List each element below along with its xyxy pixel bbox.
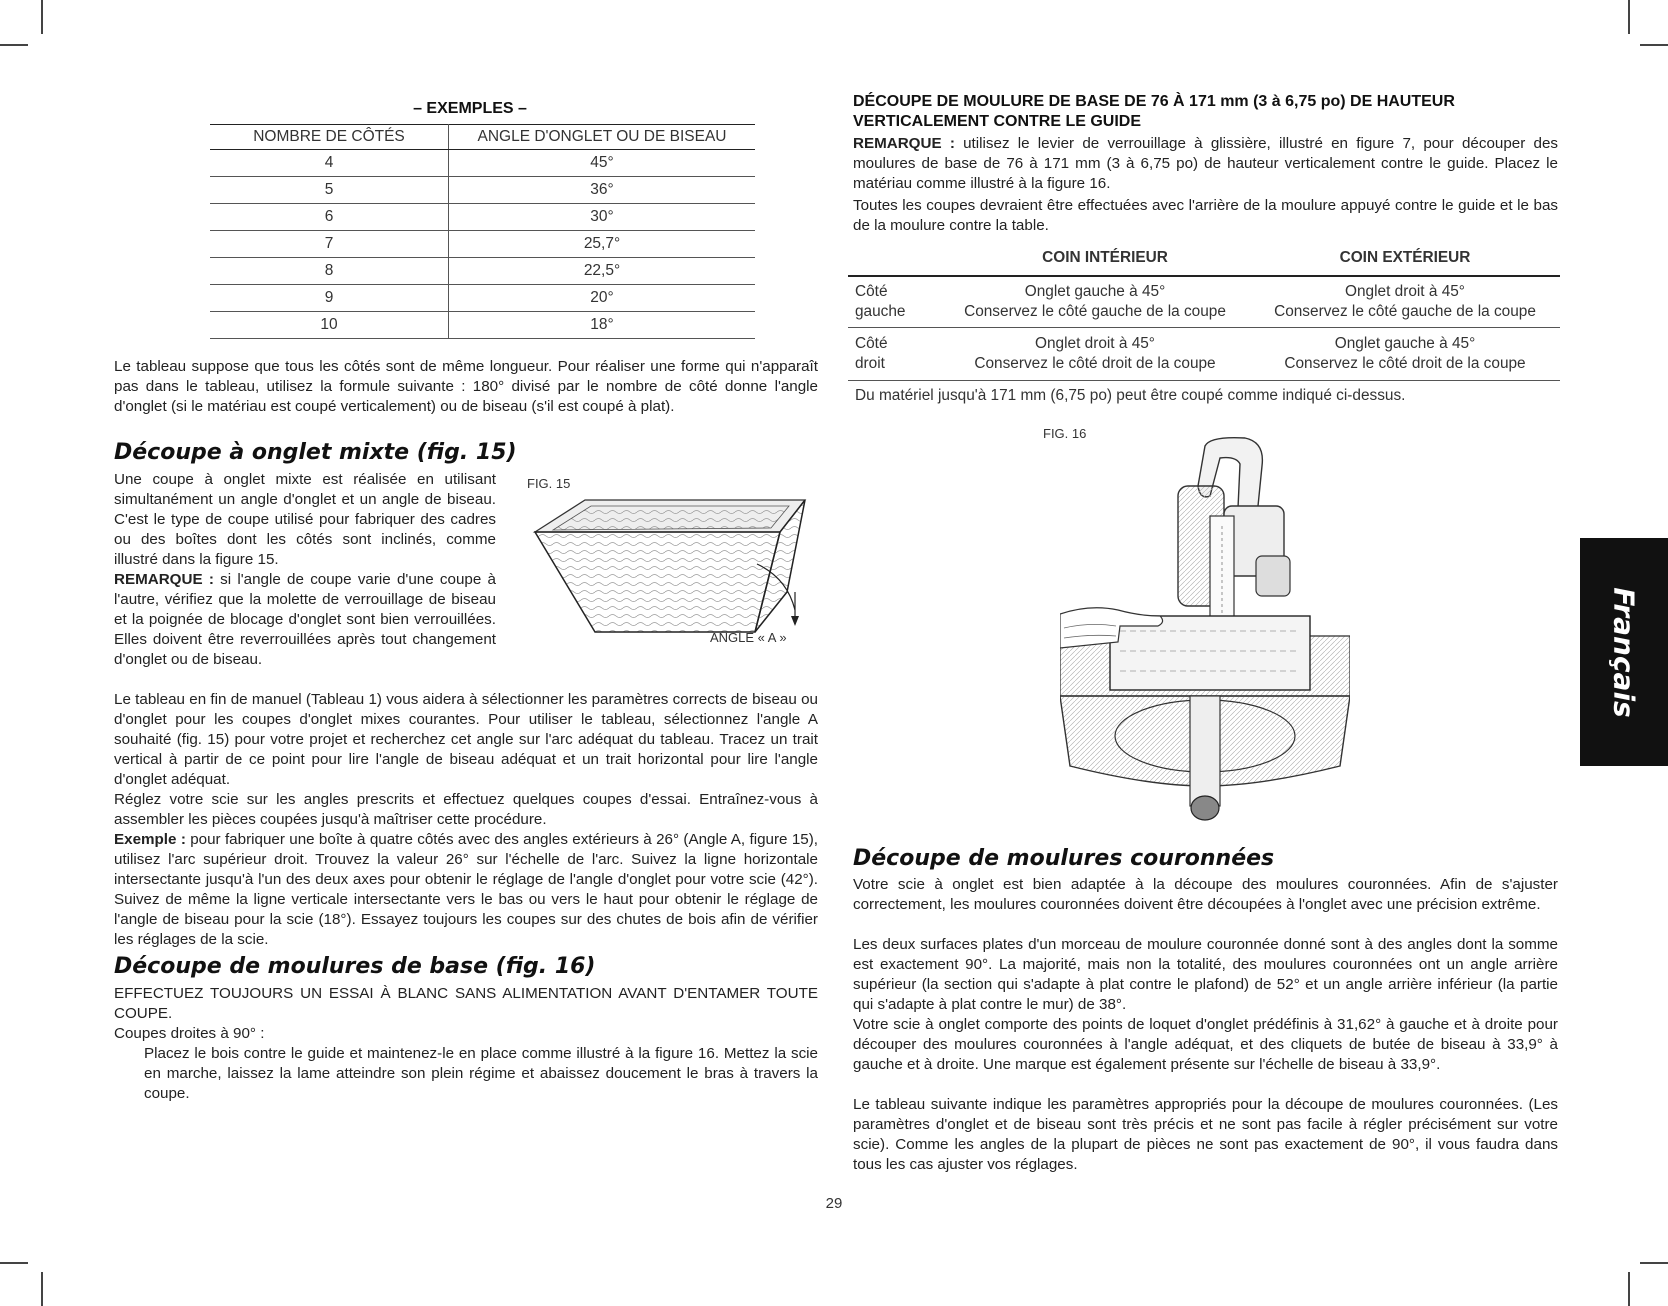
fig16-label: FIG. 16	[1043, 426, 1087, 441]
cell-line: Conservez le côté gauche de la coupe	[964, 303, 1226, 320]
corner-row1-side	[855, 282, 906, 322]
fig15-angle-label: ANGLE « A »	[710, 630, 787, 645]
remarque-label: REMARQUE :	[853, 135, 955, 152]
cell-angle: 30°	[449, 204, 756, 231]
cell-line: Conservez le côté gauche de la coupe	[1274, 303, 1536, 320]
table-note: Le tableau suppose que tous les côtés sont de même longueur. Pour réaliser une forme qui n'apparaît pas dans le tableau, utilisez la formule suivante : 180° divisé par le nombre de côté donne l'angle d'onglet (si le matériau est coupé verticalement) ou de biseau (s'il est coupé à plat).	[114, 358, 818, 415]
cell-sides: 10	[210, 312, 449, 339]
cell-angle: 36°	[449, 177, 756, 204]
cell-angle: 18°	[449, 312, 756, 339]
corner-row2-interior	[945, 334, 1245, 374]
cell-line: Onglet droit à 45°	[1345, 283, 1465, 300]
cell-sides: 6	[210, 204, 449, 231]
corner-header-interior: COIN INTÉRIEUR	[1042, 249, 1168, 266]
crop-mark	[1640, 44, 1668, 46]
language-tab-label: Français	[1607, 586, 1641, 718]
section-title-vertical-base-molding: DÉCOUPE DE MOULURE DE BASE DE 76 À 171 mm (3 à 6,75 po) DE HAUTEUR VERTICALEMENT CONTRE LE GUIDE	[853, 93, 1455, 130]
crown-molding-p2: Les deux surfaces plates d'un morceau de moulure couronnée donné sont à des angles dont la somme est exactement 90°. La majorité, mais non la totalité, des moulures couronnées ont un angle arrière supérieur (la section qui s'adapte à plat contre le plafond) de 52° et un angle arrière inférieur (la partie qui s'adapte à plat contre le mur) de 38°.	[853, 936, 1558, 1013]
base-molding-warning: EFFECTUEZ TOUJOURS UN ESSAI À BLANC SANS ALIMENTATION AVANT D'ENTAMER TOUTE COUPE.	[114, 985, 818, 1022]
compound-miter-remarque	[114, 570, 496, 670]
cell-line: Onglet gauche à 45°	[1024, 283, 1166, 300]
crop-mark	[1628, 0, 1630, 34]
base-molding-instructions: Placez le bois contre le guide et maintenez-le en place comme illustré à la figure 16. Mettez la scie en marche, laissez la lame atteindre son plein régime et abaissez doucement le bras à travers la coupe.	[144, 1045, 818, 1102]
section-title-compound-miter: Découpe à onglet mixte (fig. 15)	[114, 440, 517, 465]
compound-miter-practice: Réglez votre scie sur les angles prescrits et effectuez quelques coupes d'essai. Entraînez-vous à assembler les pièces coupées jusqu'à maîtriser cette procédure.	[114, 791, 818, 828]
side-word: Côté	[855, 335, 888, 352]
corner-table-rule	[848, 275, 1560, 277]
corner-table-rule	[848, 327, 1560, 328]
cell-line: Onglet droit à 45°	[1035, 335, 1155, 352]
cell-line: Conservez le côté droit de la coupe	[1284, 355, 1526, 372]
table-row	[210, 258, 755, 285]
table-row	[210, 231, 755, 258]
crop-mark	[41, 0, 43, 34]
cell-angle: 20°	[449, 285, 756, 312]
cell-angle: 45°	[449, 150, 756, 177]
vertical-base-molding-p2: Toutes les coupes devraient être effectuées avec l'arrière de la moulure appuyé contre le guide et le bas de la moulure contre la table.	[853, 197, 1558, 234]
side-word: droit	[855, 355, 885, 372]
side-word: gauche	[855, 303, 906, 320]
language-side-tab	[1580, 538, 1668, 766]
corner-row1-interior	[945, 282, 1245, 322]
exemple-text: pour fabriquer une boîte à quatre côtés avec des angles extérieurs à 26° (Angle A, figure 15), utilisez l'arc supérieur droit. Trouvez la valeur 26° sur l'échelle de l'arc. Suivez la ligne horizontale intersectante jusqu'à l'un des deux axes pour obtenir le réglage de l'angle d'onglet pour votre scie (42°). Suivez de même la ligne verticale intersectante vers le bas ou vers le haut pour obtenir le réglage de l'angle de biseau pour la scie (18°). Essayez toujours les coupes sur des chutes de bois afin de vérifier les réglages de la scie.	[114, 831, 818, 948]
crop-mark	[1640, 1262, 1668, 1264]
examples-table	[210, 124, 755, 339]
remarque-label: REMARQUE :	[114, 571, 214, 588]
table-row	[210, 285, 755, 312]
cell-sides: 7	[210, 231, 449, 258]
page-number: 29	[825, 1195, 843, 1212]
cell-line: Onglet gauche à 45°	[1334, 335, 1476, 352]
corner-row2-exterior	[1255, 334, 1555, 374]
fig16-miter-saw-illustration	[1060, 436, 1350, 826]
corner-row2-side	[855, 334, 888, 374]
cell-sides: 5	[210, 177, 449, 204]
table-row	[210, 177, 755, 204]
examples-title: – EXEMPLES –	[413, 100, 527, 117]
cell-sides: 9	[210, 285, 449, 312]
exemple-label: Exemple :	[114, 831, 186, 848]
cell-angle: 25,7°	[449, 231, 756, 258]
examples-header-angle: ANGLE D'ONGLET OU DE BISEAU	[449, 125, 756, 150]
cell-angle: 22,5°	[449, 258, 756, 285]
compound-miter-intro: Une coupe à onglet mixte est réalisée en utilisant simultanément un angle d'onglet et un angle de biseau. C'est le type de coupe utilisé pour fabriquer des cadres ou des boîtes dont les côtés sont inclinés, comme illustré dans la figure 15.	[114, 471, 496, 568]
crop-mark	[0, 1262, 28, 1264]
table-row	[210, 312, 755, 339]
fig15-box-illustration	[525, 492, 815, 652]
corner-header-exterior: COIN EXTÉRIEUR	[1339, 249, 1471, 266]
side-word: Côté	[855, 283, 888, 300]
crop-mark	[41, 1272, 43, 1306]
table-row	[210, 150, 755, 177]
section-title-base-molding: Découpe de moulures de base (fig. 16)	[114, 954, 596, 979]
table-row	[210, 204, 755, 231]
remarque-text: utilisez le levier de verrouillage à glissière, illustré en figure 7, pour découper des moulures de base de 76 à 171 mm (3 à 6,75 po) de hauteur verticalement contre le guide. Placez le matériau comme illustré à la figure 16.	[853, 135, 1559, 192]
corner-table-rule	[848, 380, 1560, 381]
crop-mark	[1628, 1272, 1630, 1306]
vertical-base-molding-remarque	[853, 134, 1558, 194]
crown-molding-p1: Votre scie à onglet est bien adaptée à la découpe des moulures couronnées. Afin de s'ajuster correctement, les moulures couronnées doivent être découpées à l'onglet avec une précision extrême.	[853, 876, 1558, 913]
crown-molding-p4: Le tableau suivante indique les paramètres appropriés pour la découpe de moulures couronnées. (Les paramètres d'onglet et de biseau sont très précis et ne sont pas facile à régler précisément sur votre scie). Comme les angles de la plupart de pièces ne sont pas exactement de 90°, il vous faudra dans tous les cas ajuster vos réglages.	[853, 1096, 1558, 1173]
fig15-label: FIG. 15	[527, 476, 571, 491]
compound-miter-example	[114, 830, 818, 950]
cell-line: Conservez le côté droit de la coupe	[974, 355, 1216, 372]
section-title-crown-molding: Découpe de moulures couronnées	[853, 846, 1275, 871]
crown-molding-p3: Votre scie à onglet comporte des points de loquet d'onglet prédéfinis à 31,62° à gauche et à droite pour découper des moulures couronnées à l'angle adéquat, et des cliquets de butée de biseau à 33,9° à gauche et à droite. Une marque est également présente sur l'échelle de biseau à 33,9°.	[853, 1016, 1558, 1073]
crop-mark	[0, 44, 28, 46]
corner-table-note: Du matériel jusqu'à 171 mm (6,75 po) peut être coupé comme indiqué ci-dessus.	[855, 387, 1406, 404]
cell-sides: 4	[210, 150, 449, 177]
cell-sides: 8	[210, 258, 449, 285]
remarque-text: si l'angle de coupe varie d'une coupe à l'autre, vérifiez que la molette de verrouillage de biseau et la poignée de blocage d'onglet sont bien verrouillées. Elles doivent être reverrouillées après tout changement d'onglet ou de biseau.	[114, 571, 496, 668]
compound-miter-table-use: Le tableau en fin de manuel (Tableau 1) vous aidera à sélectionner les paramètres corrects de biseau ou d'onglet pour les coupes d'onglet mixes courantes. Pour utiliser le tableau, sélectionnez l'angle A souhaité (fig. 15) pour votre projet et recherchez cet angle sur l'arc adéquat du tableau. Tracez un trait vertical à partir de ce point pour lire l'angle de biseau adéquat et un trait horizontal pour lire l'angle d'onglet adéquat.	[114, 691, 818, 788]
corner-row1-exterior	[1255, 282, 1555, 322]
base-molding-straight-cuts: Coupes droites à 90° :	[114, 1025, 265, 1042]
examples-header-sides: NOMBRE DE CÔTÉS	[210, 125, 449, 150]
